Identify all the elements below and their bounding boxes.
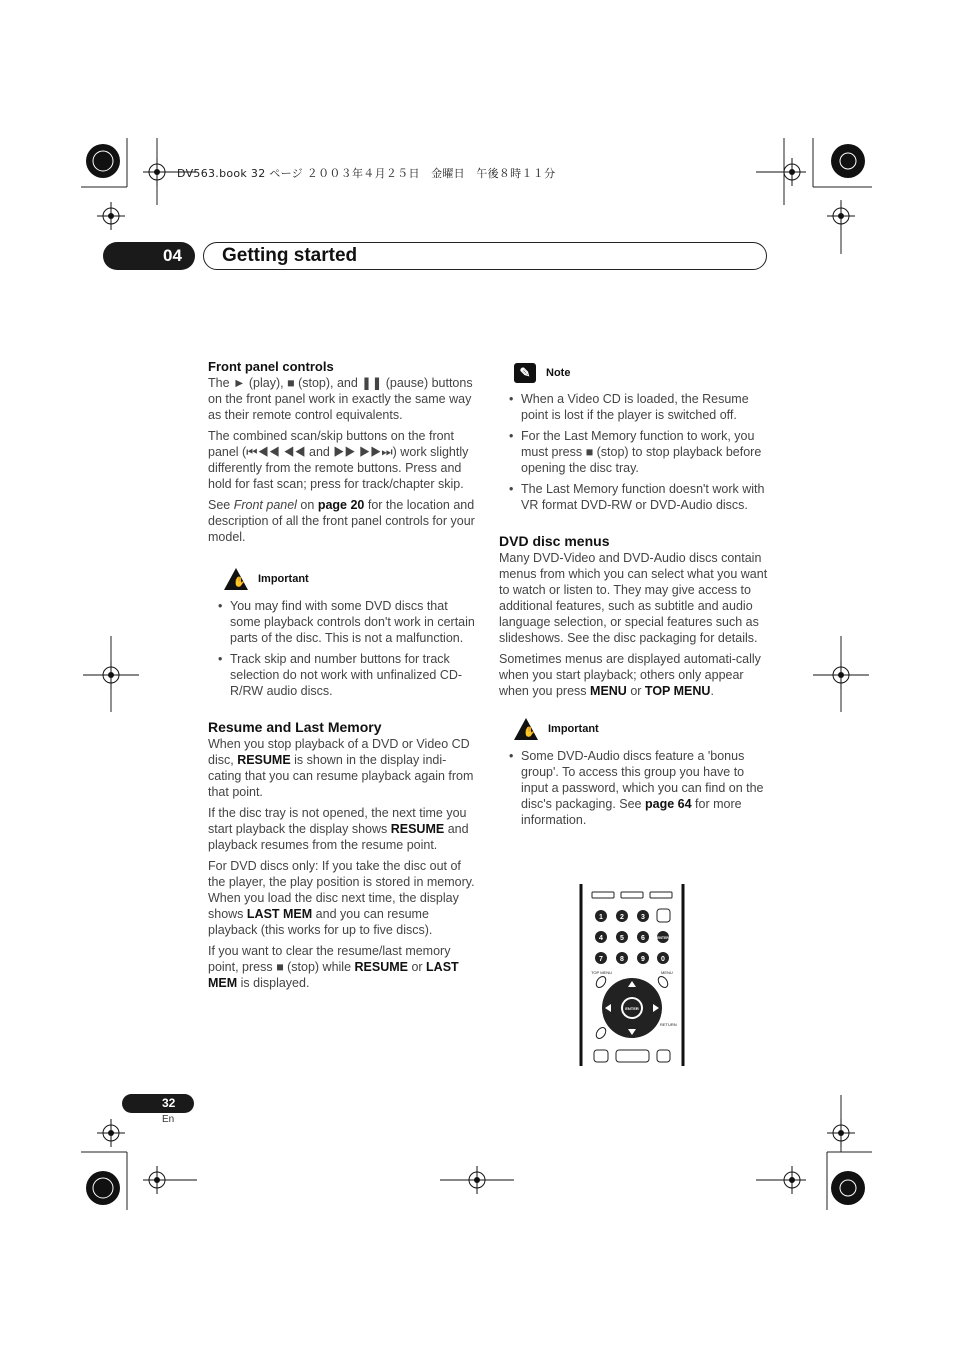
page-number: 32: [122, 1094, 194, 1113]
remote-key-0: 0: [661, 956, 665, 963]
resume-p3: For DVD discs only: If you take the disc out of the player, the play position is stored in memory. When you load the disc next time, the display shows LAST MEM and you can resume playback (this works for up to five discs).: [208, 859, 475, 937]
remote-key-1: 1: [599, 914, 603, 921]
remote-key-8: 8: [620, 956, 624, 963]
chapter-number: 04: [103, 242, 195, 270]
list-item: • You may find with some DVD discs that some playback controls don't work in certain parts of the disc. This is not a malfunction.: [216, 598, 478, 646]
remote-key-3: 3: [641, 914, 645, 921]
print-meta-line: DV563.book 32 ページ ２００３年４月２５日 金曜日 午後８時１１分: [177, 167, 556, 180]
warning-icon: ✋: [224, 568, 248, 590]
note-list: [499, 391, 769, 513]
remote-enter-label: ENTER: [625, 1006, 639, 1011]
left-column: [208, 358, 478, 996]
remote-control-illustration: [578, 884, 688, 1068]
important-callout: [208, 568, 478, 590]
front-panel-heading: Front panel controls: [208, 359, 334, 374]
remote-key-2: 2: [620, 914, 624, 921]
page-ref-link[interactable]: page 20: [317, 498, 365, 512]
list-item: • For the Last Memory function to work, you must press ■ (stop) to stop playback before opening the disc tray.: [507, 428, 769, 476]
pencil-icon: ✎: [514, 363, 536, 383]
important-list-right: [499, 748, 769, 828]
note-callout: [499, 363, 769, 383]
list-item: • Some DVD-Audio discs feature a 'bonus group'. To access this group you have to input a password, which you can find on the disc's packaging. See page 64 for more information.: [507, 748, 769, 828]
important-label: Important: [258, 573, 309, 585]
remote-menu-label: MENU: [661, 970, 673, 975]
warning-icon: ✋: [514, 718, 538, 740]
important-list: [208, 598, 478, 699]
resume-p1: When you stop playback of a DVD or Video CD disc, RESUME is shown in the display indi-cating that you can resume playback again from that point.: [208, 737, 474, 799]
front-panel-p1: The ► (play), ■ (stop), and ❚❚ (pause) buttons on the front panel work in exactly the same way as their remote control equivalents.: [208, 376, 473, 422]
important-label: Important: [548, 723, 599, 735]
remote-key-9: 9: [641, 956, 645, 963]
list-item: • Track skip and number buttons for track selection do not work with unfinalized CD-R/RW audio discs.: [216, 651, 478, 699]
note-label: Note: [546, 367, 571, 379]
page-ref-link[interactable]: page 64: [645, 797, 692, 811]
dvd-menus-heading: DVD disc menus: [499, 533, 610, 549]
remote-key-7: 7: [599, 956, 603, 963]
right-column: [499, 363, 769, 833]
page-language: En: [162, 1114, 175, 1125]
remote-key-4: 4: [599, 935, 603, 942]
chapter-title: Getting started: [203, 242, 767, 270]
resume-heading: Resume and Last Memory: [208, 719, 382, 735]
remote-return-label: RETURN: [660, 1022, 677, 1027]
resume-p2: If the disc tray is not opened, the next time you start playback the display shows RESUME and playback resumes from the resume point.: [208, 806, 469, 852]
remote-key-enter-small: ENTER: [657, 936, 669, 940]
list-item: • The Last Memory function doesn't work with VR format DVD-RW or DVD-Audio discs.: [507, 481, 769, 513]
front-panel-p3: See Front panel on page 20 for the location and description of all the front panel controls for your model.: [208, 498, 475, 544]
front-panel-p2: The combined scan/skip buttons on the front panel (⏮◀◀ ◀◀ and ▶▶ ▶▶⏭) work slightly differently from the remote buttons. Press and hold for fast scan; press for track/chapter skip.: [208, 429, 469, 491]
remote-key-5: 5: [620, 935, 624, 942]
dvd-menus-p1: Many DVD-Video and DVD-Audio discs contain menus from which you can select what you want to watch or listen to. They may give access to additional features, such as subtitle and audio language selection, or special features such as slideshows. See the disc packaging for details.: [499, 551, 768, 645]
resume-p4: If you want to clear the resume/last memory point, press ■ (stop) while RESUME or LAST MEM is displayed.: [208, 944, 459, 990]
remote-top-menu-label: TOP MENU: [591, 970, 612, 975]
dvd-menus-p2: Sometimes menus are displayed automati-cally when you start playback; others only appear when you press MENU or TOP MENU.: [499, 652, 761, 698]
list-item: • When a Video CD is loaded, the Resume point is lost if the player is switched off.: [507, 391, 769, 423]
remote-key-6: 6: [641, 935, 645, 942]
important-callout-right: [499, 718, 769, 740]
